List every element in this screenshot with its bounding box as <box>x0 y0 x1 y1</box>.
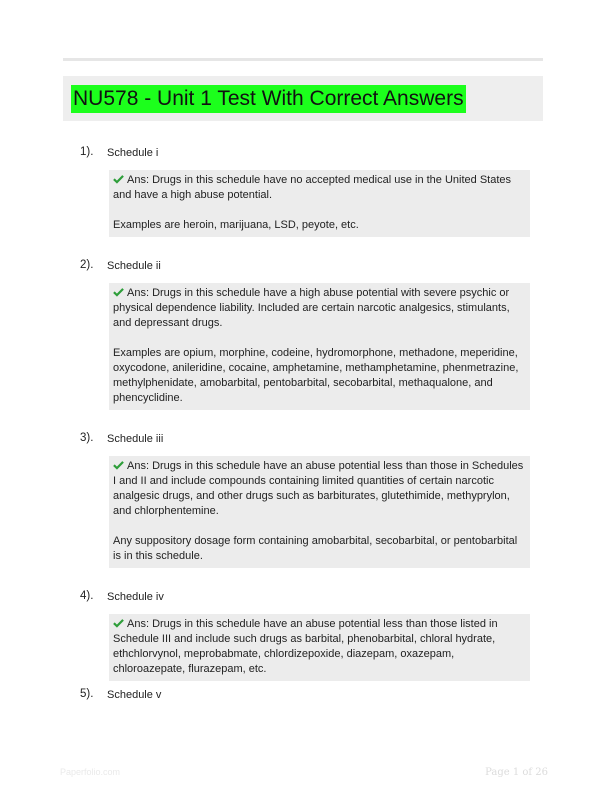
answer-paragraph <box>113 617 526 677</box>
question-text: Schedule v <box>107 689 162 701</box>
title-band <box>63 76 543 121</box>
question-text: Schedule i <box>107 147 159 159</box>
answer-box <box>109 614 530 681</box>
question-text: Schedule ii <box>107 260 161 272</box>
answer-text: Ans: Drugs in this schedule have an abuse potential less than those listed in Schedule III and include such drugs as barbital, phenobarbital, chloral hydrate, ethchlorvynol, meprobabmate, chlordizepoxide, diazepam, oxazepam, chloroazepate, flurazepam, etc. <box>113 618 498 675</box>
question-number: 3). <box>80 432 94 444</box>
answer-paragraph: Any suppository dosage form containing amobarbital, secobarbital, or pentobarbital is in this schedule. <box>113 535 518 562</box>
document-title: NU578 - Unit 1 Test With Correct Answers <box>71 85 466 113</box>
question-number: 1). <box>80 146 94 158</box>
question-number: 5). <box>80 688 94 700</box>
answer-text: Ans: Drugs in this schedule have a high abuse potential with severe psychic or physical dependence liability. Included are certain narcotic analgesics, stimulants, and depressant drugs. <box>113 287 510 329</box>
check-icon <box>113 287 124 297</box>
top-rule <box>63 58 543 61</box>
page-number: Page 1 of 26 <box>485 767 548 778</box>
answer-paragraph: Examples are opium, morphine, codeine, hydromorphone, methadone, meperidine, oxycodone, anileridine, cocaine, amphetamine, methamphetamine, phenmetrazine, methylphenidate, amobarbital, pentobarbital, secobarbital, methaqualone, and phencyclidine. <box>113 347 519 404</box>
answer-box <box>109 170 530 237</box>
question-text: Schedule iii <box>107 433 164 445</box>
answer-paragraph <box>113 286 526 331</box>
answer-paragraph <box>113 173 526 203</box>
answer-paragraph <box>113 459 526 519</box>
question-number: 2). <box>80 259 94 271</box>
answer-paragraph: Examples are heroin, marijuana, LSD, peyote, etc. <box>113 219 359 231</box>
footer-site: Paperfolio.com <box>60 767 121 777</box>
answer-box <box>109 283 530 410</box>
check-icon <box>113 174 124 184</box>
check-icon <box>113 618 124 628</box>
question-number: 4). <box>80 590 94 602</box>
check-icon <box>113 460 124 470</box>
answer-text: Ans: Drugs in this schedule have no accepted medical use in the United States and have a high abuse potential. <box>113 174 512 201</box>
answer-text: Ans: Drugs in this schedule have an abuse potential less than those in Schedules I and II and include compounds containing limited quantities of certain narcotic analgesic drugs, and other drugs such as barbiturates, glutethimide, methyprylon, and chlorphentemine. <box>113 460 524 517</box>
question-text: Schedule iv <box>107 591 164 603</box>
answer-box <box>109 456 530 568</box>
